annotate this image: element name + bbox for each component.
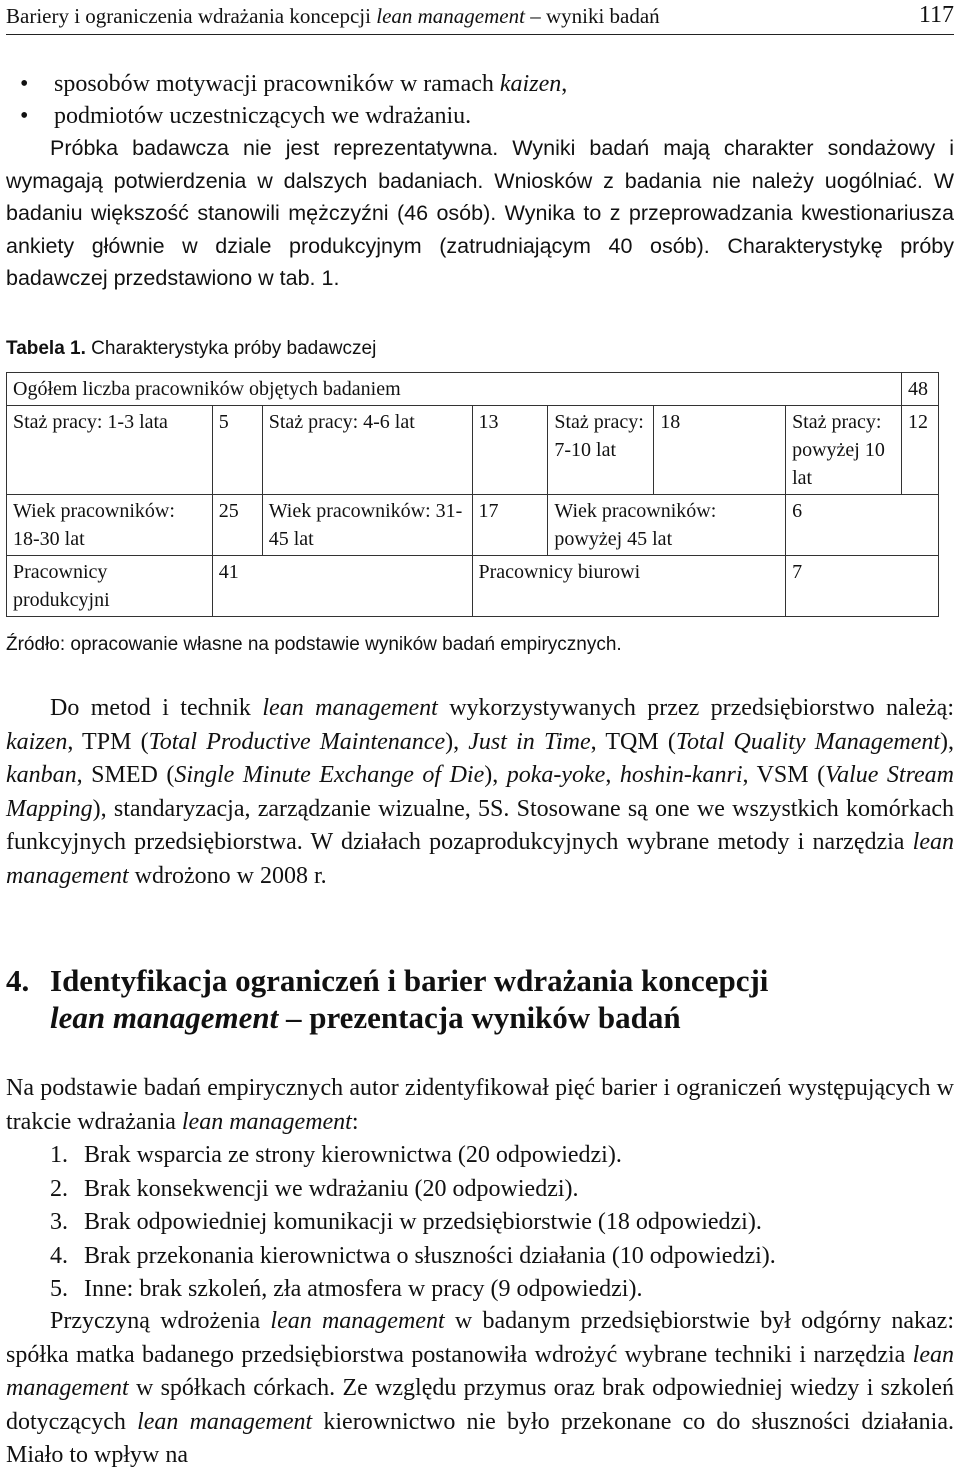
bullet-icon: • xyxy=(20,71,29,97)
table-row xyxy=(7,556,939,617)
table-cell: Staż pracy: powyżej 10 lat xyxy=(786,406,902,495)
table-cell: 48 xyxy=(901,373,938,406)
table-cell: 6 xyxy=(786,495,939,556)
page-number: 117 xyxy=(918,2,954,28)
table-cell: 25 xyxy=(212,495,262,556)
table-cell: Wiek pracowników: 31-45 lat xyxy=(262,495,472,556)
table-cell: Pracownicy biurowi xyxy=(472,556,786,617)
table-cell: 18 xyxy=(654,406,786,495)
table-cell: 41 xyxy=(212,556,472,617)
list-item: 3. Brak odpowiedniej komunikacji w przedsiębiorstwie (18 odpowiedzi). xyxy=(50,1209,762,1235)
methods-paragraph: Do metod i technik lean management wykorzystywanych przez przedsiębiorstwo należą: kaizen, TPM (Total Productive Maintenance), Just in Time, TQM (Total Quality Management), kanban, SMED (Single Minute Exchange of Die), poka-yoke, hoshin-kanri, VSM (Value Stream Mapping), standaryzacja, zarządzanie wizualne, 5S. Stosowane są one we wszystkich komórkach funkcyjnych przedsiębiorstwa. W działach pozaprodukcyjnych wybrane metody i narzędzia lean management wdrożono w 2008 r. xyxy=(6,695,955,889)
table-cell: 17 xyxy=(472,495,548,556)
bullet-icon: • xyxy=(20,103,29,129)
bullet-list xyxy=(6,68,954,132)
bullet-item: • sposobów motywacji pracowników w ramach kaizen, xyxy=(6,68,954,100)
table-cell: 13 xyxy=(472,406,548,495)
findings-block: Na podstawie badań empirycznych autor zidentyfikował pięć barier i ograniczeń występujących w trakcie wdrażania lean management: 1. Brak wsparcia ze strony kierownictwa (20 odpowiedzi). 2. Brak konsekwencji we wdrażaniu (20 odpowiedzi). 3. Brak odpowiedniej komunikacji w przedsiębiorstwie (18 odpowiedzi). 4. Brak przekonania kierownictwa o słuszności działania (10 odpowiedzi). 5. Inne: brak szkoleń, zła atmosfera w pracy (9 odpowiedzi). xyxy=(6,1072,954,1307)
section-heading xyxy=(6,962,954,1036)
list-item: 5. Inne: brak szkoleń, zła atmosfera w pracy (9 odpowiedzi). xyxy=(50,1276,643,1302)
table-caption: Tabela 1. Charakterystyka próby badawczej xyxy=(6,338,377,359)
table-row xyxy=(7,495,939,556)
table-cell: Staż pracy: 7-10 lat xyxy=(548,406,654,495)
table-cell: 7 xyxy=(786,556,939,617)
section-number: 4. xyxy=(6,963,30,998)
list-item: 2. Brak konsekwencji we wdrażaniu (20 odpowiedzi). xyxy=(50,1175,579,1202)
table-cell: Pracownicy produkcyjni xyxy=(7,556,213,617)
bullet-item: • podmiotów uczestniczących we wdrażaniu. xyxy=(6,100,954,132)
running-title: Bariery i ograniczenia wdrażania koncepcji lean management – wyniki badań xyxy=(6,4,660,28)
table-cell: Wiek pracowników: powyżej 45 lat xyxy=(548,495,786,556)
table-row xyxy=(7,373,939,406)
table-cell: 12 xyxy=(901,406,938,495)
findings-list xyxy=(6,1139,954,1307)
intro-paragraph: Próbka badawcza nie jest reprezentatywna. Wyniki badań mają charakter sondażowy i wymagają potwierdzenia w dalszych badaniach. Wniosków z badania nie należy uogólniać. W badaniu większość stanowili mężczyźni (46 osób). Wynika to z przeprowadzania kwestionariusza ankiety głównie w dziale produkcyjnym (zatrudniającym 40 osób). Charakterystykę próby badawczej przedstawiono w tab. 1. xyxy=(6,136,954,290)
table-cell: Staż pracy: 4-6 lat xyxy=(262,406,472,495)
cause-paragraph: Przyczyną wdrożenia lean management w badanym przedsiębiorstwie był odgórny nakaz: spółka matka badanego przedsiębiorstwa postanowiła wdrożyć wybrane techniki i narzędzia lean management w spółkach córkach. Ze względu przymus oraz brak odpowiedniej wiedzy i szkoleń dotyczących lean management kierownictwo nie było przekonane co do słuszności działania. Miało to wpływ na xyxy=(6,1308,954,1468)
table-cell: Ogółem liczba pracowników objętych badaniem xyxy=(7,373,902,406)
running-header xyxy=(6,0,954,35)
sample-table xyxy=(6,372,939,617)
table-cell: 5 xyxy=(212,406,262,495)
list-item: 1. Brak wsparcia ze strony kierownictwa (20 odpowiedzi). xyxy=(50,1142,622,1168)
table-row xyxy=(7,406,939,495)
section-title: Identyfikacja ograniczeń i barier wdrażania koncepcji lean management – prezentacja wyników badań xyxy=(50,963,769,1035)
list-item: 4. Brak przekonania kierownictwa o słuszności działania (10 odpowiedzi). xyxy=(50,1242,776,1269)
table-source: Źródło: opracowanie własne na podstawie wyników badań empirycznych. xyxy=(6,634,622,655)
table-cell: Wiek pracowników: 18-30 lat xyxy=(7,495,213,556)
table-cell: Staż pracy: 1-3 lata xyxy=(7,406,213,495)
